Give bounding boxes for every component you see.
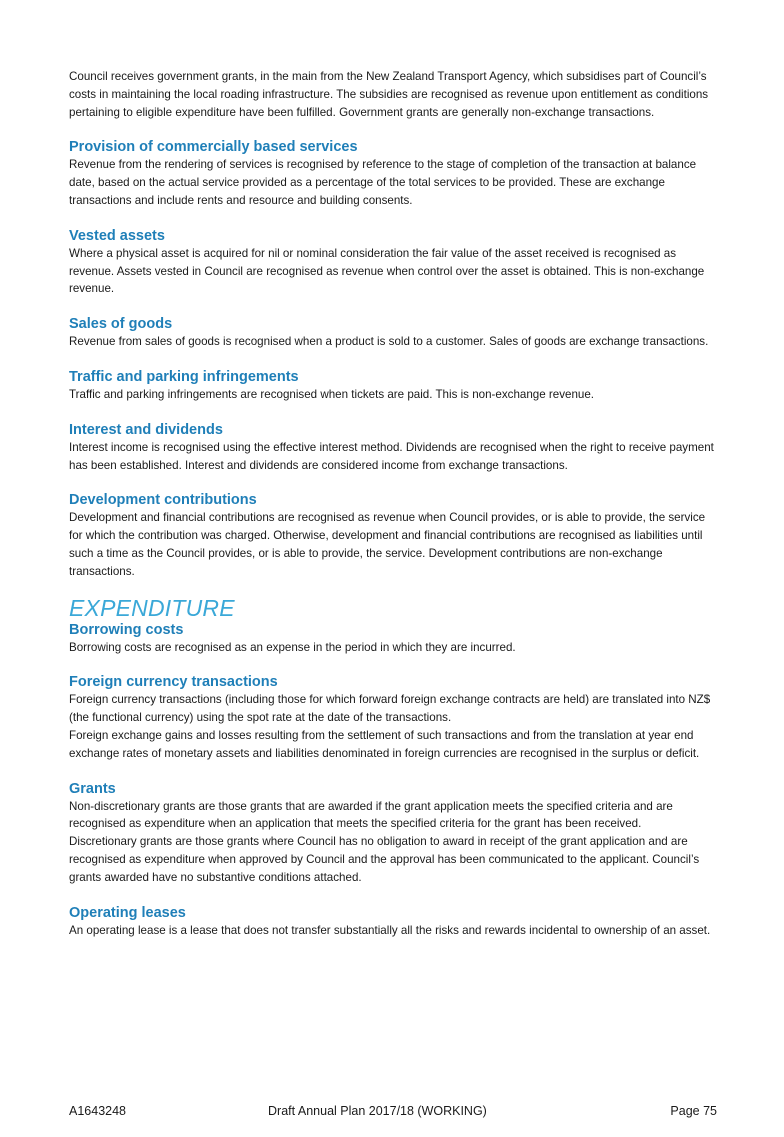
section-heading: Grants [69, 780, 116, 797]
intro-paragraph: Council receives government grants, in the main from the New Zealand Transport Agency, which subsidises part of Council’s costs in maintaining the local roading infrastructure. The subsidies are recognised as revenue upon entitlement as conditions pertaining to eligible expenditure have been fulfilled. Government grants are generally non-exchange transactions. [69, 70, 709, 119]
expenditure-title: EXPENDITURE [69, 594, 235, 621]
section-paragraph: Revenue from the rendering of services is recognised by reference to the stage of completion of the transaction at balance date, based on the actual service provided as a percentage of the total services to be provided. These are exchange transactions and include rents and resource and building consents. [69, 158, 697, 207]
section-paragraph: Foreign currency transactions (including those for which forward foreign exchange contracts are held) are translated into NZ$ (the functional currency) using the spot rate at the date of the transactions. [69, 693, 711, 725]
section-sales-of-goods [69, 315, 717, 351]
section-heading: Vested assets [69, 227, 165, 244]
section-foreign-currency [69, 673, 717, 762]
footer-doc-id: A1643248 [69, 1104, 127, 1118]
section-heading: Development contributions [69, 492, 257, 509]
section-borrowing-costs [69, 621, 717, 657]
section-interest-dividends [69, 421, 717, 475]
page-content [69, 68, 717, 939]
section-paragraph: Traffic and parking infringements are recognised when tickets are paid. This is non-exchange revenue. [69, 387, 595, 401]
section-grants [69, 780, 717, 887]
section-paragraph: Borrowing costs are recognised as an expense in the period in which they are incurred. [69, 640, 516, 654]
footer-title: Draft Annual Plan 2017/18 (WORKING) [268, 1104, 487, 1118]
section-paragraph: An operating lease is a lease that does not transfer substantially all the risks and rewards incidental to ownership of an asset. [69, 923, 711, 937]
section-paragraph: Development and financial contributions are recognised as revenue when Council provides, or is able to provide, the service for which the contribution was charged. Otherwise, development and financial contributions are recognised as liabilities until such a time as the Council provides, or is able to provide, the service. Development contributions are non-exchange transactions. [69, 511, 706, 578]
section-heading: Borrowing costs [69, 621, 184, 638]
section-paragraph: Where a physical asset is acquired for nil or nominal consideration the fair value of the asset received is recognised as revenue. Assets vested in Council are recognised as revenue when control over the asset is obtained. This is non-exchange revenue. [69, 246, 705, 296]
section-heading: Interest and dividends [69, 421, 223, 438]
section-vested-assets [69, 227, 717, 298]
section-operating-leases [69, 904, 717, 940]
section-paragraph: Revenue from sales of goods is recognised when a product is sold to a customer. Sales of goods are exchange transactions. [69, 335, 709, 349]
section-heading: Provision of commercially based services [69, 139, 358, 156]
section-provision-of-services [69, 138, 717, 209]
section-heading: Traffic and parking infringements [69, 368, 299, 385]
section-heading: Operating leases [69, 904, 186, 921]
section-paragraph: Foreign exchange gains and losses resulting from the settlement of such transactions and from the translation at year end exchange rates of monetary assets and liabilities denominated in foreign currencies are recognised in the surplus or deficit. [69, 728, 700, 760]
section-heading: Sales of goods [69, 316, 173, 333]
section-development-contributions [69, 491, 717, 580]
section-paragraph: Interest income is recognised using the effective interest method. Dividends are recognised when the right to receive payment has been established. Interest and dividends are considered income from exchange transactions. [69, 440, 714, 472]
section-heading: Foreign currency transactions [69, 674, 278, 691]
section-traffic-parking [69, 368, 717, 404]
section-paragraph: Discretionary grants are those grants where Council has no obligation to award in receipt of the grant application and are recognised as expenditure when approved by Council and the approval has been communicated to the applicant. Council’s grants awarded have no substantive conditions attached. [69, 835, 700, 884]
footer-page-number: Page 75 [670, 1104, 717, 1118]
section-paragraph: Non-discretionary grants are those grants that are awarded if the grant application meets the specified criteria and are recognised as expenditure when an application that meets the specified criteria for the grant has been received. [69, 799, 673, 831]
